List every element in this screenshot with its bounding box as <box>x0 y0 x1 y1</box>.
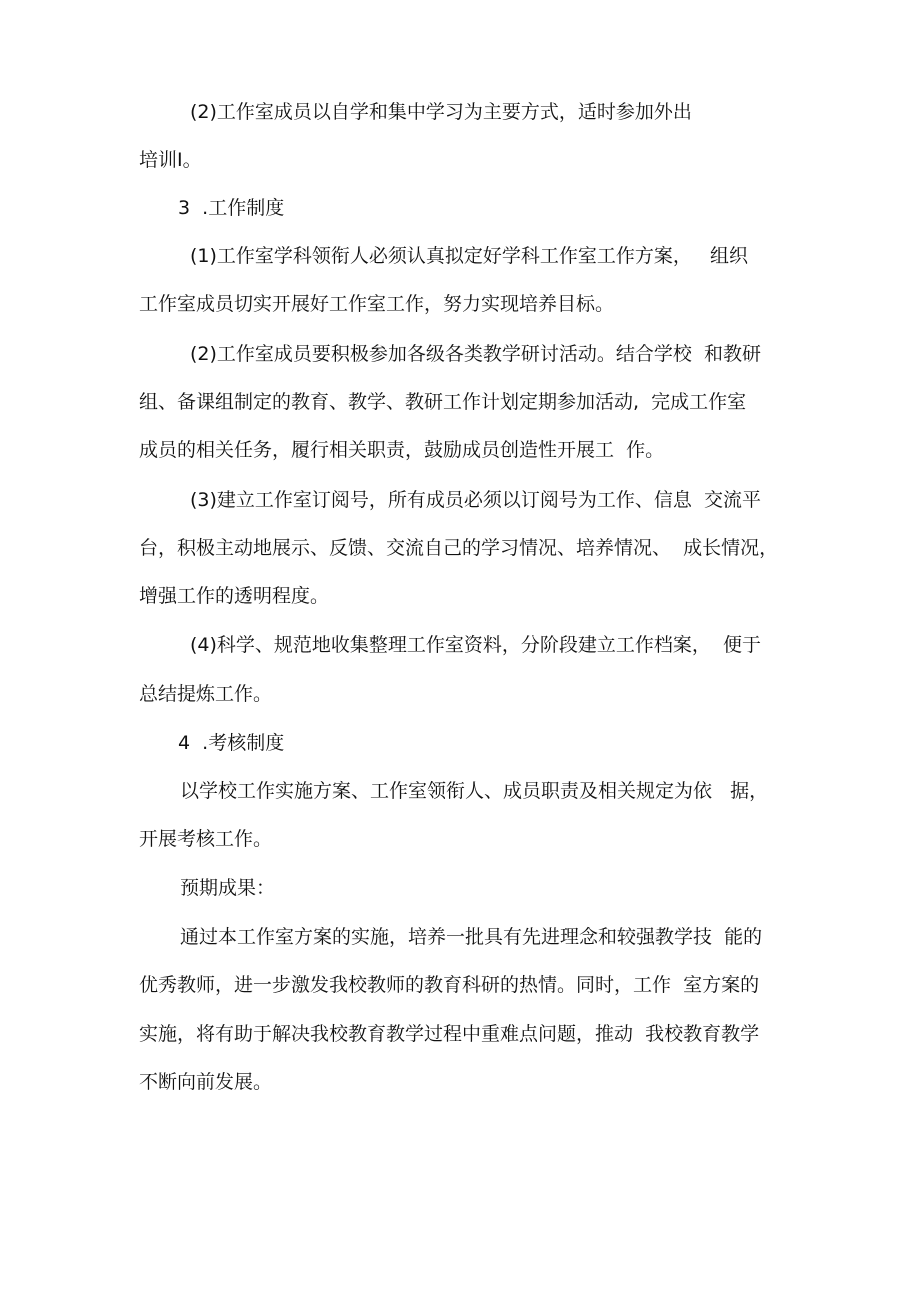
text-line: 实施，将有助于解决我校教育教学过程中重难点问题，推动 我校教育教学 <box>139 1023 760 1045</box>
section-heading: 3 .工作制度 <box>178 197 285 219</box>
section-heading: 预期成果： <box>180 877 276 899</box>
text-line: (2)工作室成员以自学和集中学习为主要方式，适时参加外出 <box>190 101 692 123</box>
text-line: 组、备课组制定的教育、教学、教研工作计划定期参加活动, 完成工作室 <box>139 391 747 413</box>
text-line: 不断向前发展。 <box>139 1071 273 1093</box>
text-line: (1)工作室学科领衔人必须认真拟定好学科工作室工作方案， 组织 <box>190 245 749 267</box>
text-line: 增强工作的透明程度。 <box>139 585 330 607</box>
text-line: (3)建立工作室订阅号，所有成员必须以订阅号为工作、信息 交流平 <box>190 489 761 511</box>
text-line: 优秀教师，进一步激发我校教师的教育科研的热情。同时，工作 室方案的 <box>139 974 760 996</box>
text-line: (4)科学、规范地收集整理工作室资料，分阶段建立工作档案， 便于 <box>190 634 761 656</box>
text-line: 总结提炼工作。 <box>139 683 273 705</box>
text-line: 成员的相关任务，履行相关职责，鼓励成员创造性开展工 作。 <box>139 439 665 461</box>
text-line: 台，积极主动地展示、反馈、交流自己的学习情况、培养情况、 成长情况， <box>139 537 779 559</box>
text-line: 开展考核工作。 <box>139 828 273 850</box>
text-line: 以学校工作实施方案、工作室领衔人、成员职责及相关规定为依 据， <box>180 780 769 802</box>
text-line: 培训I。 <box>139 149 202 171</box>
section-heading: 4 .考核制度 <box>178 732 285 754</box>
text-line: 通过本工作室方案的实施，培养一批具有先进理念和较强教学技 能的 <box>180 926 763 948</box>
text-line: (2)工作室成员要积极参加各级各类教学研讨活动。结合学校 和教研 <box>190 343 761 365</box>
text-line: 工作室成员切实开展好工作室工作，努力实现培养目标。 <box>139 293 615 315</box>
